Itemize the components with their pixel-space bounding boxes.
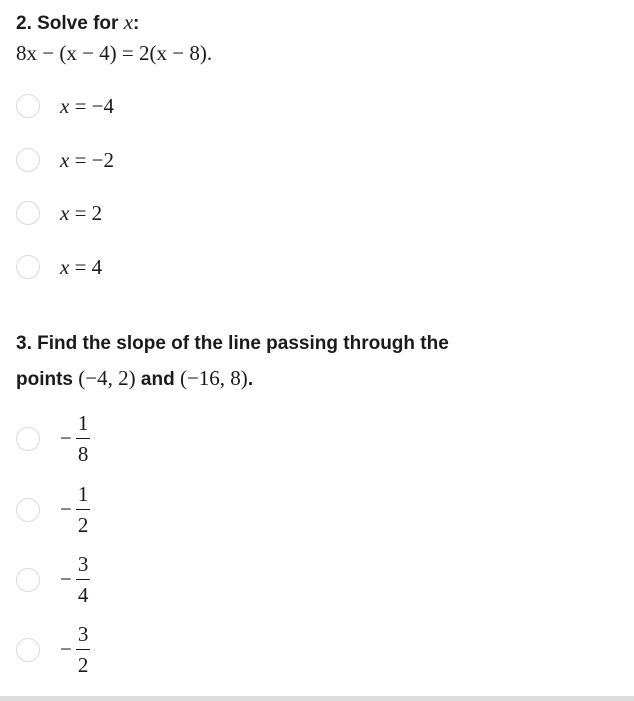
option-label: x = 2 bbox=[60, 200, 103, 225]
option-label: x = 4 bbox=[60, 254, 103, 279]
question-3-title-line-1: 3. Find the slope of the line passing through the bbox=[16, 333, 449, 354]
radio-button[interactable] bbox=[16, 498, 40, 522]
question-2-option-3[interactable] bbox=[16, 193, 102, 233]
option-label: − $\frac{3}{2}$ bbox=[60, 622, 89, 677]
question-2-option-2[interactable] bbox=[16, 140, 114, 180]
question-2-equation: 8x − (x − 4) = 2(x − 8). bbox=[16, 41, 213, 65]
option-label: − $\frac{1}{2}$ bbox=[60, 482, 89, 537]
option-label: x = −2 bbox=[60, 147, 115, 172]
radio-button[interactable] bbox=[16, 201, 40, 225]
radio-button[interactable] bbox=[16, 638, 40, 662]
question-2-colon: : bbox=[133, 13, 140, 34]
question-2-option-4[interactable] bbox=[16, 247, 102, 287]
question-3-title-line-2: points (−4, 2) and (−16, 8). bbox=[16, 366, 254, 390]
question-3-option-3[interactable] bbox=[16, 551, 91, 608]
bottom-divider bbox=[0, 696, 634, 701]
question-3-option-2[interactable] bbox=[16, 481, 91, 538]
option-label: − $\frac{3}{4}$ bbox=[60, 552, 89, 607]
radio-button[interactable] bbox=[16, 568, 40, 592]
question-2-variable: x bbox=[123, 10, 134, 34]
question-3-option-1[interactable] bbox=[16, 410, 91, 467]
question-2-title-text: 2. Solve for bbox=[16, 13, 124, 34]
radio-button[interactable] bbox=[16, 148, 40, 172]
option-label: − $\frac{1}{8}$ bbox=[60, 411, 89, 466]
radio-button[interactable] bbox=[16, 427, 40, 451]
radio-button[interactable] bbox=[16, 255, 40, 279]
question-3-title bbox=[16, 328, 449, 396]
question-3-option-4[interactable] bbox=[16, 621, 91, 678]
point-1: (−4, 2) bbox=[78, 366, 136, 390]
question-2-option-1[interactable] bbox=[16, 86, 114, 126]
option-label: x = −4 bbox=[60, 93, 115, 118]
point-2: (−16, 8) bbox=[179, 366, 248, 390]
radio-button[interactable] bbox=[16, 94, 40, 118]
question-2-title bbox=[16, 6, 139, 40]
